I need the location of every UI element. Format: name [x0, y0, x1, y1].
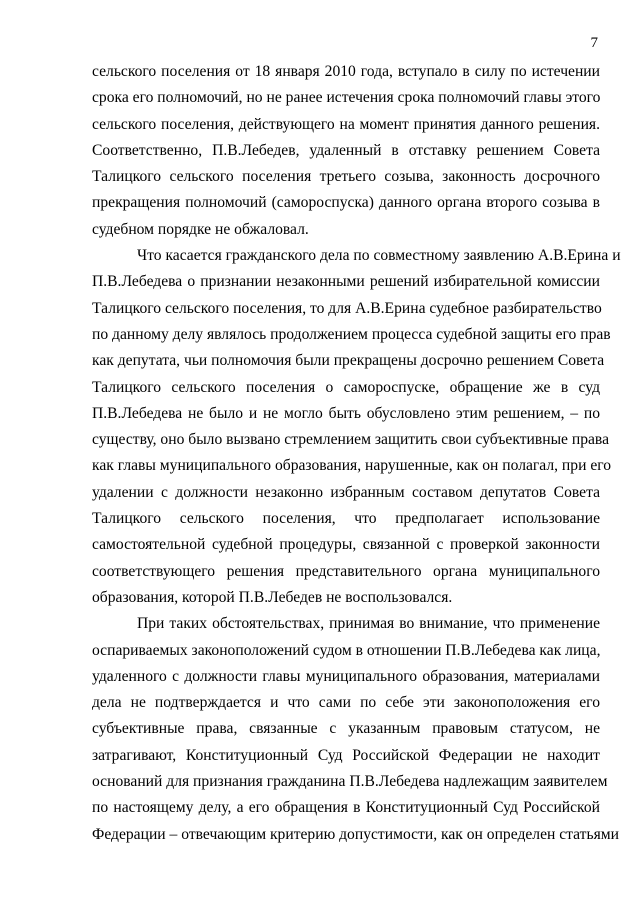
text-line: срока его полномочий, но не ранее истечения срока полномочий главы этого [92, 89, 601, 107]
text-line: оспариваемых законоположений судом в отношении П.В.Лебедева как лица, [92, 641, 601, 659]
text-line: Талицкого сельского поселения, то для А.В.Ерина судебное разбирательство [92, 299, 602, 317]
text-line: сельского поселения, действующего на момент принятия данного решения. [92, 115, 600, 133]
text-line: образования, которой П.В.Лебедев не воспользовался. [92, 588, 453, 606]
text-line: удаленного с должности главы муниципального образования, материалами [92, 667, 600, 685]
text-line: П.В.Лебедева не было и не могло быть обусловлено этим решением, – по [92, 404, 600, 422]
paragraph-1 [92, 59, 600, 243]
text-line: Соответственно, П.В.Лебедев, удаленный в отставку решением Совета [92, 141, 600, 159]
text-line: Талицкого сельского поселения, что предполагает использование [92, 510, 600, 528]
text-line: по настоящему делу, а его обращения в Конституционный Суд Российской [92, 799, 600, 817]
text-line: судебном порядке не обжаловал. [92, 220, 309, 238]
text-line: соответствующего решения представительного органа муниципального [92, 562, 600, 580]
text-line: по данному делу являлось продолжением процесса судебной защиты его прав [92, 325, 611, 343]
text-line: прекращения полномочий (самороспуска) данного органа второго созыва в [92, 194, 600, 212]
page-number: 7 [590, 35, 598, 51]
text-line: существу, оно было вызвано стремлением защитить свои субъективные права [92, 431, 610, 449]
text-line: затрагивают, Конституционный Суд Российской Федерации не находит [92, 746, 600, 764]
text-line: П.В.Лебедева о признании незаконными решений избирательной комиссии [92, 273, 600, 291]
text-line: как депутата, чьи полномочия были прекращены досрочно решением Совета [92, 352, 605, 370]
text-line: как главы муниципального образования, нарушенные, как он полагал, при его [92, 457, 612, 475]
text-line: Талицкого сельского поселения третьего созыва, законность досрочного [92, 168, 600, 186]
text-line: удалении с должности незаконно избранным составом депутатов Совета [92, 483, 600, 501]
document-body [92, 59, 621, 848]
text-line: самостоятельной судебной процедуры, связанной с проверкой законности [92, 536, 600, 554]
paragraph-2 [92, 243, 621, 611]
text-line: Что касается гражданского дела по совместному заявлению А.В.Ерина и [137, 247, 621, 265]
paragraph-3 [92, 611, 619, 848]
text-line: сельского поселения от 18 января 2010 года, вступало в силу по истечении [92, 63, 600, 80]
text-line: Федерации – отвечающим критерию допустимости, как он определен статьями [92, 825, 619, 843]
text-line: оснований для признания гражданина П.В.Лебедева надлежащим заявителем [92, 773, 608, 791]
text-line: Талицкого сельского поселения о самороспуске, обращение же в суд [92, 378, 600, 396]
text-line: субъективные права, связанные с указанным правовым статусом, не [92, 720, 600, 738]
text-line: При таких обстоятельствах, принимая во внимание, что применение [137, 615, 600, 633]
text-line: дела не подтверждается и что сами по себе эти законоположения его [92, 694, 600, 712]
